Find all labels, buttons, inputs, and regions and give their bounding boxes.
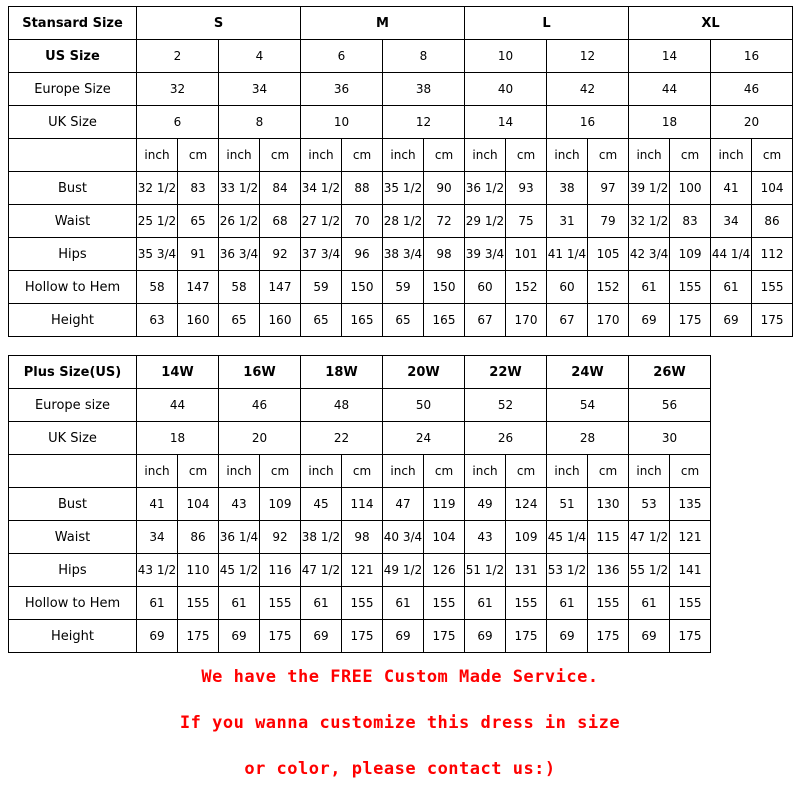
unit-cell: inch	[465, 455, 506, 488]
plus-trailing-cell	[711, 455, 793, 488]
unit-cell: inch	[711, 139, 752, 172]
cell: 61	[383, 587, 424, 620]
cell: 10	[301, 106, 383, 139]
cell: 32 1/2	[137, 172, 178, 205]
plus-size-table-body	[9, 356, 793, 653]
cell: 54	[547, 389, 629, 422]
cell: 72	[424, 205, 465, 238]
table-row	[9, 40, 793, 73]
plus-trailing-cell	[711, 587, 793, 620]
cell: 88	[342, 172, 383, 205]
unit-row-label	[9, 455, 137, 488]
cell: 61	[137, 587, 178, 620]
plus-trailing-cell	[711, 422, 793, 455]
cell: 65	[383, 304, 424, 337]
cell: 38 1/2	[301, 521, 342, 554]
cell: 175	[342, 620, 383, 653]
cell: 155	[260, 587, 301, 620]
size-group-24w: 24W	[547, 356, 629, 389]
note-line-3: or color, please contact us:)	[244, 759, 556, 779]
cell: 136	[588, 554, 629, 587]
cell: 59	[383, 271, 424, 304]
cell: 63	[137, 304, 178, 337]
row-label-hollow-to-hem: Hollow to Hem	[9, 271, 137, 304]
cell: 58	[137, 271, 178, 304]
unit-cell: cm	[342, 139, 383, 172]
table-row	[9, 205, 793, 238]
plus-size-table	[8, 355, 793, 653]
standard-size-table	[8, 6, 793, 337]
cell: 33 1/2	[219, 172, 260, 205]
cell: 38	[383, 73, 465, 106]
cell: 86	[752, 205, 793, 238]
custom-service-notes	[8, 667, 792, 779]
cell: 44	[629, 73, 711, 106]
cell: 4	[219, 40, 301, 73]
row-label-height: Height	[9, 620, 137, 653]
cell: 34	[137, 521, 178, 554]
cell: 34	[219, 73, 301, 106]
cell: 48	[301, 389, 383, 422]
cell: 104	[178, 488, 219, 521]
row-label-waist: Waist	[9, 521, 137, 554]
cell: 16	[547, 106, 629, 139]
cell: 32 1/2	[629, 205, 670, 238]
cell: 45 1/2	[219, 554, 260, 587]
cell: 165	[424, 304, 465, 337]
cell: 52	[465, 389, 547, 422]
cell: 27 1/2	[301, 205, 342, 238]
table-row	[9, 587, 793, 620]
unit-cell: inch	[219, 139, 260, 172]
cell: 170	[506, 304, 547, 337]
cell: 55 1/2	[629, 554, 670, 587]
cell: 43 1/2	[137, 554, 178, 587]
table-row	[9, 271, 793, 304]
cell: 155	[178, 587, 219, 620]
cell: 51	[547, 488, 588, 521]
cell: 20	[219, 422, 301, 455]
cell: 61	[711, 271, 752, 304]
size-group-20w: 20W	[383, 356, 465, 389]
cell: 150	[424, 271, 465, 304]
cell: 42	[547, 73, 629, 106]
row-label-hips: Hips	[9, 238, 137, 271]
cell: 79	[588, 205, 629, 238]
cell: 18	[137, 422, 219, 455]
cell: 34 1/2	[301, 172, 342, 205]
row-label-waist: Waist	[9, 205, 137, 238]
row-label-hips: Hips	[9, 554, 137, 587]
table-row	[9, 106, 793, 139]
cell: 25 1/2	[137, 205, 178, 238]
cell: 155	[424, 587, 465, 620]
unit-row	[9, 139, 793, 172]
cell: 175	[260, 620, 301, 653]
unit-cell: cm	[670, 455, 711, 488]
note-line-2: If you wanna customize this dress in size	[179, 713, 621, 733]
unit-cell: inch	[383, 455, 424, 488]
standard-size-table-body	[9, 7, 793, 337]
cell: 41	[137, 488, 178, 521]
table-row	[9, 554, 793, 587]
table-row	[9, 172, 793, 205]
cell: 115	[588, 521, 629, 554]
cell: 175	[588, 620, 629, 653]
cell: 175	[424, 620, 465, 653]
cell: 40	[465, 73, 547, 106]
size-group-l: L	[465, 7, 629, 40]
cell: 12	[547, 40, 629, 73]
unit-cell: inch	[301, 139, 342, 172]
cell: 69	[137, 620, 178, 653]
size-group-xl: XL	[629, 7, 793, 40]
cell: 47 1/2	[301, 554, 342, 587]
unit-cell: inch	[383, 139, 424, 172]
plus-trailing-cell	[711, 554, 793, 587]
cell: 61	[465, 587, 506, 620]
standard-header-label: Stansard Size	[9, 7, 137, 40]
cell: 67	[547, 304, 588, 337]
unit-cell: cm	[670, 139, 711, 172]
size-group-m: M	[301, 7, 465, 40]
cell: 41 1/4	[547, 238, 588, 271]
note-line-1: We have the FREE Custom Made Service.	[201, 667, 599, 687]
cell: 69	[629, 304, 670, 337]
cell: 36 1/4	[219, 521, 260, 554]
cell: 46	[219, 389, 301, 422]
cell: 86	[178, 521, 219, 554]
cell: 67	[465, 304, 506, 337]
plus-trailing-cell	[711, 356, 793, 389]
cell: 61	[301, 587, 342, 620]
cell: 38 3/4	[383, 238, 424, 271]
unit-cell: inch	[301, 455, 342, 488]
row-label-europe-size: Europe size	[9, 389, 137, 422]
cell: 46	[711, 73, 793, 106]
cell: 41	[711, 172, 752, 205]
cell: 61	[219, 587, 260, 620]
unit-cell: cm	[588, 139, 629, 172]
cell: 93	[506, 172, 547, 205]
cell: 6	[137, 106, 219, 139]
size-group-s: S	[137, 7, 301, 40]
cell: 101	[506, 238, 547, 271]
cell: 155	[588, 587, 629, 620]
cell: 147	[178, 271, 219, 304]
cell: 96	[342, 238, 383, 271]
cell: 175	[670, 304, 711, 337]
cell: 170	[588, 304, 629, 337]
cell: 98	[342, 521, 383, 554]
cell: 56	[629, 389, 711, 422]
cell: 39 1/2	[629, 172, 670, 205]
unit-cell: inch	[465, 139, 506, 172]
cell: 51 1/2	[465, 554, 506, 587]
cell: 26	[465, 422, 547, 455]
unit-cell: inch	[219, 455, 260, 488]
cell: 155	[342, 587, 383, 620]
unit-cell: inch	[547, 455, 588, 488]
cell: 10	[465, 40, 547, 73]
unit-cell: inch	[629, 455, 670, 488]
cell: 61	[629, 271, 670, 304]
cell: 165	[342, 304, 383, 337]
cell: 175	[178, 620, 219, 653]
cell: 69	[301, 620, 342, 653]
table-row	[9, 521, 793, 554]
cell: 69	[629, 620, 670, 653]
cell: 116	[260, 554, 301, 587]
cell: 110	[178, 554, 219, 587]
cell: 65	[301, 304, 342, 337]
table-row	[9, 422, 793, 455]
cell: 152	[506, 271, 547, 304]
row-label-uk-size: UK Size	[9, 422, 137, 455]
cell: 65	[219, 304, 260, 337]
cell: 131	[506, 554, 547, 587]
cell: 42 3/4	[629, 238, 670, 271]
unit-cell: cm	[178, 455, 219, 488]
cell: 35 3/4	[137, 238, 178, 271]
cell: 130	[588, 488, 629, 521]
table-row	[9, 73, 793, 106]
cell: 29 1/2	[465, 205, 506, 238]
cell: 53	[629, 488, 670, 521]
cell: 12	[383, 106, 465, 139]
unit-cell: inch	[137, 455, 178, 488]
size-group-22w: 22W	[465, 356, 547, 389]
cell: 49	[465, 488, 506, 521]
cell: 36 3/4	[219, 238, 260, 271]
cell: 135	[670, 488, 711, 521]
cell: 175	[752, 304, 793, 337]
cell: 40 3/4	[383, 521, 424, 554]
cell: 92	[260, 238, 301, 271]
cell: 58	[219, 271, 260, 304]
cell: 47	[383, 488, 424, 521]
cell: 90	[424, 172, 465, 205]
cell: 75	[506, 205, 547, 238]
cell: 36	[301, 73, 383, 106]
unit-cell: inch	[547, 139, 588, 172]
cell: 47 1/2	[629, 521, 670, 554]
standard-size-group-row	[9, 7, 793, 40]
cell: 91	[178, 238, 219, 271]
cell: 70	[342, 205, 383, 238]
cell: 100	[670, 172, 711, 205]
unit-cell: cm	[178, 139, 219, 172]
cell: 60	[547, 271, 588, 304]
row-label-height: Height	[9, 304, 137, 337]
cell: 20	[711, 106, 793, 139]
row-label-bust: Bust	[9, 488, 137, 521]
cell: 49 1/2	[383, 554, 424, 587]
row-label-bust: Bust	[9, 172, 137, 205]
cell: 61	[547, 587, 588, 620]
cell: 44	[137, 389, 219, 422]
cell: 8	[219, 106, 301, 139]
cell: 155	[752, 271, 793, 304]
unit-cell: cm	[424, 139, 465, 172]
cell: 61	[629, 587, 670, 620]
cell: 14	[629, 40, 711, 73]
cell: 150	[342, 271, 383, 304]
cell: 69	[383, 620, 424, 653]
cell: 121	[670, 521, 711, 554]
cell: 83	[670, 205, 711, 238]
cell: 92	[260, 521, 301, 554]
unit-row-label	[9, 139, 137, 172]
cell: 83	[178, 172, 219, 205]
cell: 16	[711, 40, 793, 73]
cell: 126	[424, 554, 465, 587]
cell: 22	[301, 422, 383, 455]
cell: 26 1/2	[219, 205, 260, 238]
size-group-26w: 26W	[629, 356, 711, 389]
cell: 121	[342, 554, 383, 587]
table-row	[9, 389, 793, 422]
unit-cell: cm	[424, 455, 465, 488]
cell: 28	[547, 422, 629, 455]
cell: 109	[506, 521, 547, 554]
unit-cell: cm	[506, 455, 547, 488]
cell: 155	[506, 587, 547, 620]
cell: 152	[588, 271, 629, 304]
plus-header-label: Plus Size(US)	[9, 356, 137, 389]
size-group-16w: 16W	[219, 356, 301, 389]
cell: 147	[260, 271, 301, 304]
cell: 37 3/4	[301, 238, 342, 271]
cell: 43	[465, 521, 506, 554]
cell: 105	[588, 238, 629, 271]
cell: 45	[301, 488, 342, 521]
plus-trailing-cell	[711, 521, 793, 554]
cell: 24	[383, 422, 465, 455]
cell: 35 1/2	[383, 172, 424, 205]
cell: 45 1/4	[547, 521, 588, 554]
row-label-europe-size: Europe Size	[9, 73, 137, 106]
row-label-hollow-to-hem: Hollow to Hem	[9, 587, 137, 620]
cell: 31	[547, 205, 588, 238]
plus-size-group-row	[9, 356, 793, 389]
unit-cell: inch	[137, 139, 178, 172]
cell: 109	[260, 488, 301, 521]
cell: 28 1/2	[383, 205, 424, 238]
cell: 2	[137, 40, 219, 73]
cell: 160	[178, 304, 219, 337]
cell: 124	[506, 488, 547, 521]
plus-trailing-cell	[711, 389, 793, 422]
cell: 160	[260, 304, 301, 337]
cell: 84	[260, 172, 301, 205]
table-row	[9, 238, 793, 271]
cell: 69	[219, 620, 260, 653]
cell: 53 1/2	[547, 554, 588, 587]
table-row	[9, 304, 793, 337]
unit-cell: cm	[752, 139, 793, 172]
cell: 50	[383, 389, 465, 422]
cell: 104	[752, 172, 793, 205]
cell: 34	[711, 205, 752, 238]
cell: 14	[465, 106, 547, 139]
plus-trailing-cell	[711, 620, 793, 653]
unit-row	[9, 455, 793, 488]
cell: 32	[137, 73, 219, 106]
cell: 6	[301, 40, 383, 73]
table-row	[9, 620, 793, 653]
size-group-14w: 14W	[137, 356, 219, 389]
cell: 175	[506, 620, 547, 653]
cell: 44 1/4	[711, 238, 752, 271]
unit-cell: cm	[260, 139, 301, 172]
cell: 60	[465, 271, 506, 304]
cell: 119	[424, 488, 465, 521]
cell: 43	[219, 488, 260, 521]
cell: 112	[752, 238, 793, 271]
unit-cell: inch	[629, 139, 670, 172]
cell: 69	[711, 304, 752, 337]
row-label-uk-size: UK Size	[9, 106, 137, 139]
cell: 69	[465, 620, 506, 653]
cell: 65	[178, 205, 219, 238]
table-spacer	[8, 337, 792, 355]
cell: 39 3/4	[465, 238, 506, 271]
cell: 114	[342, 488, 383, 521]
plus-trailing-cell	[711, 488, 793, 521]
cell: 36 1/2	[465, 172, 506, 205]
cell: 69	[547, 620, 588, 653]
unit-cell: cm	[506, 139, 547, 172]
cell: 175	[670, 620, 711, 653]
table-row	[9, 488, 793, 521]
cell: 109	[670, 238, 711, 271]
cell: 59	[301, 271, 342, 304]
unit-cell: cm	[342, 455, 383, 488]
row-label-us-size: US Size	[9, 40, 137, 73]
size-group-18w: 18W	[301, 356, 383, 389]
cell: 98	[424, 238, 465, 271]
cell: 18	[629, 106, 711, 139]
cell: 104	[424, 521, 465, 554]
cell: 8	[383, 40, 465, 73]
unit-cell: cm	[260, 455, 301, 488]
cell: 68	[260, 205, 301, 238]
cell: 155	[670, 271, 711, 304]
cell: 97	[588, 172, 629, 205]
cell: 155	[670, 587, 711, 620]
cell: 141	[670, 554, 711, 587]
cell: 38	[547, 172, 588, 205]
unit-cell: cm	[588, 455, 629, 488]
cell: 30	[629, 422, 711, 455]
